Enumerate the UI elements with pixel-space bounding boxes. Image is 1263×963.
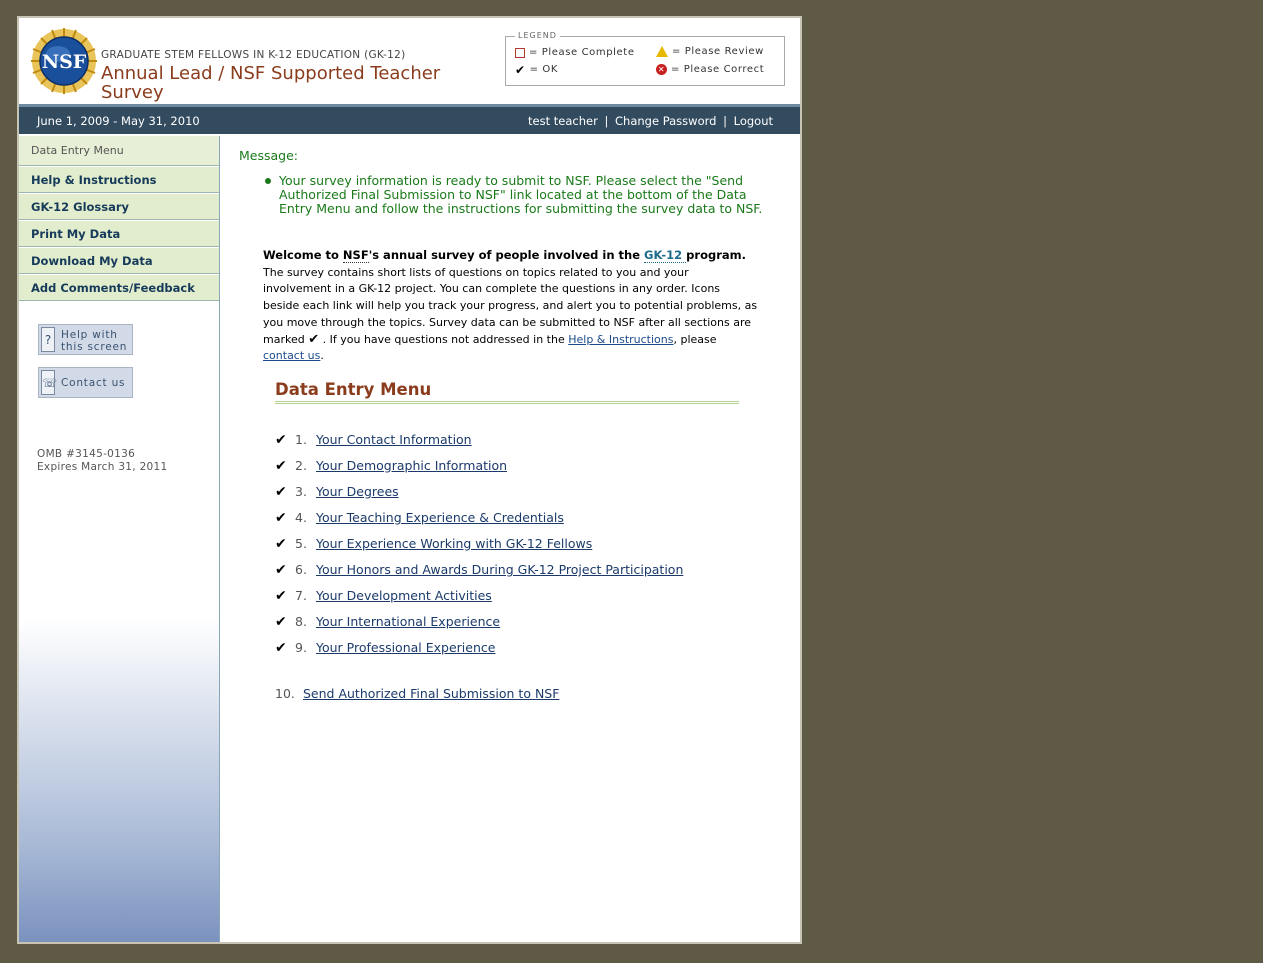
contact-us-link[interactable]: contact us [263, 349, 321, 363]
user-links: test teacher | Change Password | Logout [528, 114, 773, 128]
message-text: Your survey information is ready to submit to NSF. Please select the "Send Authorized Final Submission to NSF" link located at the bottom of the Data Entry Menu and follow the instructions for submitting the survey data to NSF. [279, 173, 763, 216]
list-item: ✔ 8. Your International Experience [275, 614, 501, 630]
checkmark-icon: ✔ [308, 331, 320, 347]
fellows-experience-link[interactable]: Your Experience Working with GK-12 Fellows [315, 536, 593, 551]
list-item: ✔ 4. Your Teaching Experience & Credentials [275, 510, 564, 526]
page-frame [17, 16, 802, 944]
checkmark-icon: ✔ [275, 614, 287, 630]
checkmark-icon: ✔ [275, 588, 287, 604]
sidebar-item-help[interactable]: Help & Instructions [19, 166, 219, 193]
header [19, 18, 800, 104]
page [19, 18, 800, 942]
list-item: ✔ 5. Your Experience Working with GK-12 Fellows [275, 536, 593, 552]
professional-experience-link[interactable]: Your Professional Experience [315, 640, 496, 655]
omb-number: OMB #3145-0136 [37, 448, 136, 460]
warning-icon [656, 46, 668, 57]
list-item: ✔ 3. Your Degrees [275, 484, 399, 500]
sidebar [19, 136, 220, 942]
checkmark-icon: ✔ [275, 432, 287, 448]
empty-box-icon [515, 48, 525, 58]
bullet-icon [265, 178, 271, 184]
survey-period: June 1, 2009 - May 31, 2010 [37, 114, 200, 128]
welcome-text: Welcome to NSF's annual survey of people involved in the GK-12 program. The survey contains short lists of questions on topics related to you and your involvement in a GK-12 project. You can complete the questions in any order. Icons beside each link will help you track your progress, and alert you to potential problems, as you move through the topics. Survey data can be submitted to NSF after all sections are marked ✔ . If you have questions not addressed in the Help & Instructions, please contact us. [263, 248, 758, 363]
checkmark-icon: ✔ [275, 510, 287, 526]
svg-text:NSF: NSF [41, 51, 87, 73]
list-item: ✔ 6. Your Honors and Awards During GK-12 Project Participation [275, 562, 684, 578]
teaching-experience-link[interactable]: Your Teaching Experience & Credentials [315, 510, 564, 525]
checkmark-icon: ✔ [275, 458, 287, 474]
program-subtitle: GRADUATE STEM FELLOWS IN K-12 EDUCATION (GK-12) [101, 49, 406, 61]
sidebar-item-download[interactable]: Download My Data [19, 247, 219, 274]
checkmark-icon: ✔ [275, 484, 287, 500]
legend-ok: ✔ = OK [515, 62, 559, 77]
nsf-abbr: NSF [342, 248, 369, 262]
legend-correct: ✕ = Please Correct [657, 64, 765, 75]
checkmark-icon: ✔ [275, 536, 287, 552]
change-password-link[interactable]: Change Password [615, 114, 717, 128]
top-bar [19, 104, 800, 134]
checkmark-icon: ✔ [275, 562, 287, 578]
final-submission-item: 10. Send Authorized Final Submission to NSF [275, 686, 560, 701]
current-user: test teacher [528, 114, 598, 128]
help-screen-button[interactable]: ? Help with this screen [38, 324, 133, 355]
list-item: ✔ 2. Your Demographic Information [275, 458, 508, 474]
question-icon: ? [41, 327, 55, 352]
message-label: Message: [239, 148, 298, 163]
sidebar-item-glossary[interactable]: GK-12 Glossary [19, 193, 219, 220]
main-content [220, 136, 800, 942]
phone-icon: ☏ [41, 370, 55, 395]
omb-info [37, 448, 168, 474]
status-legend [505, 31, 785, 86]
international-experience-link[interactable]: Your International Experience [315, 614, 501, 629]
checkmark-icon: ✔ [275, 640, 287, 656]
list-item: ✔ 7. Your Development Activities [275, 588, 492, 604]
logout-link[interactable]: Logout [733, 114, 773, 128]
help-instructions-link[interactable]: Help & Instructions [568, 332, 674, 346]
development-activities-link[interactable]: Your Development Activities [315, 588, 492, 603]
contact-us-button[interactable]: ☏ Contact us [38, 367, 133, 398]
list-item: ✔ 1. Your Contact Information [275, 432, 472, 448]
sidebar-item-feedback[interactable]: Add Comments/Feedback [19, 274, 219, 301]
degrees-link[interactable]: Your Degrees [315, 484, 399, 499]
honors-awards-link[interactable]: Your Honors and Awards During GK-12 Project Participation [315, 562, 684, 577]
list-item: ✔ 9. Your Professional Experience [275, 640, 496, 656]
legend-complete: = Please Complete [515, 47, 635, 58]
omb-expires: Expires March 31, 2011 [37, 461, 168, 473]
data-entry-menu-title: Data Entry Menu [275, 380, 739, 404]
demographic-information-link[interactable]: Your Demographic Information [315, 458, 508, 473]
gk12-abbr: GK-12 [644, 248, 687, 262]
legend-review: = Please Review [656, 46, 764, 57]
sidebar-item-print[interactable]: Print My Data [19, 220, 219, 247]
checkmark-icon: ✔ [515, 62, 526, 77]
nsf-logo-icon [31, 28, 97, 94]
legend-title: LEGEND [515, 31, 560, 40]
page-title: Annual Lead / NSF Supported Teacher Survey [101, 63, 441, 103]
error-icon: ✕ [657, 65, 666, 74]
contact-information-link[interactable]: Your Contact Information [315, 432, 472, 447]
final-submission-link[interactable]: Send Authorized Final Submission to NSF [302, 686, 560, 701]
sidebar-item-data-entry-menu[interactable]: Data Entry Menu [19, 136, 219, 166]
